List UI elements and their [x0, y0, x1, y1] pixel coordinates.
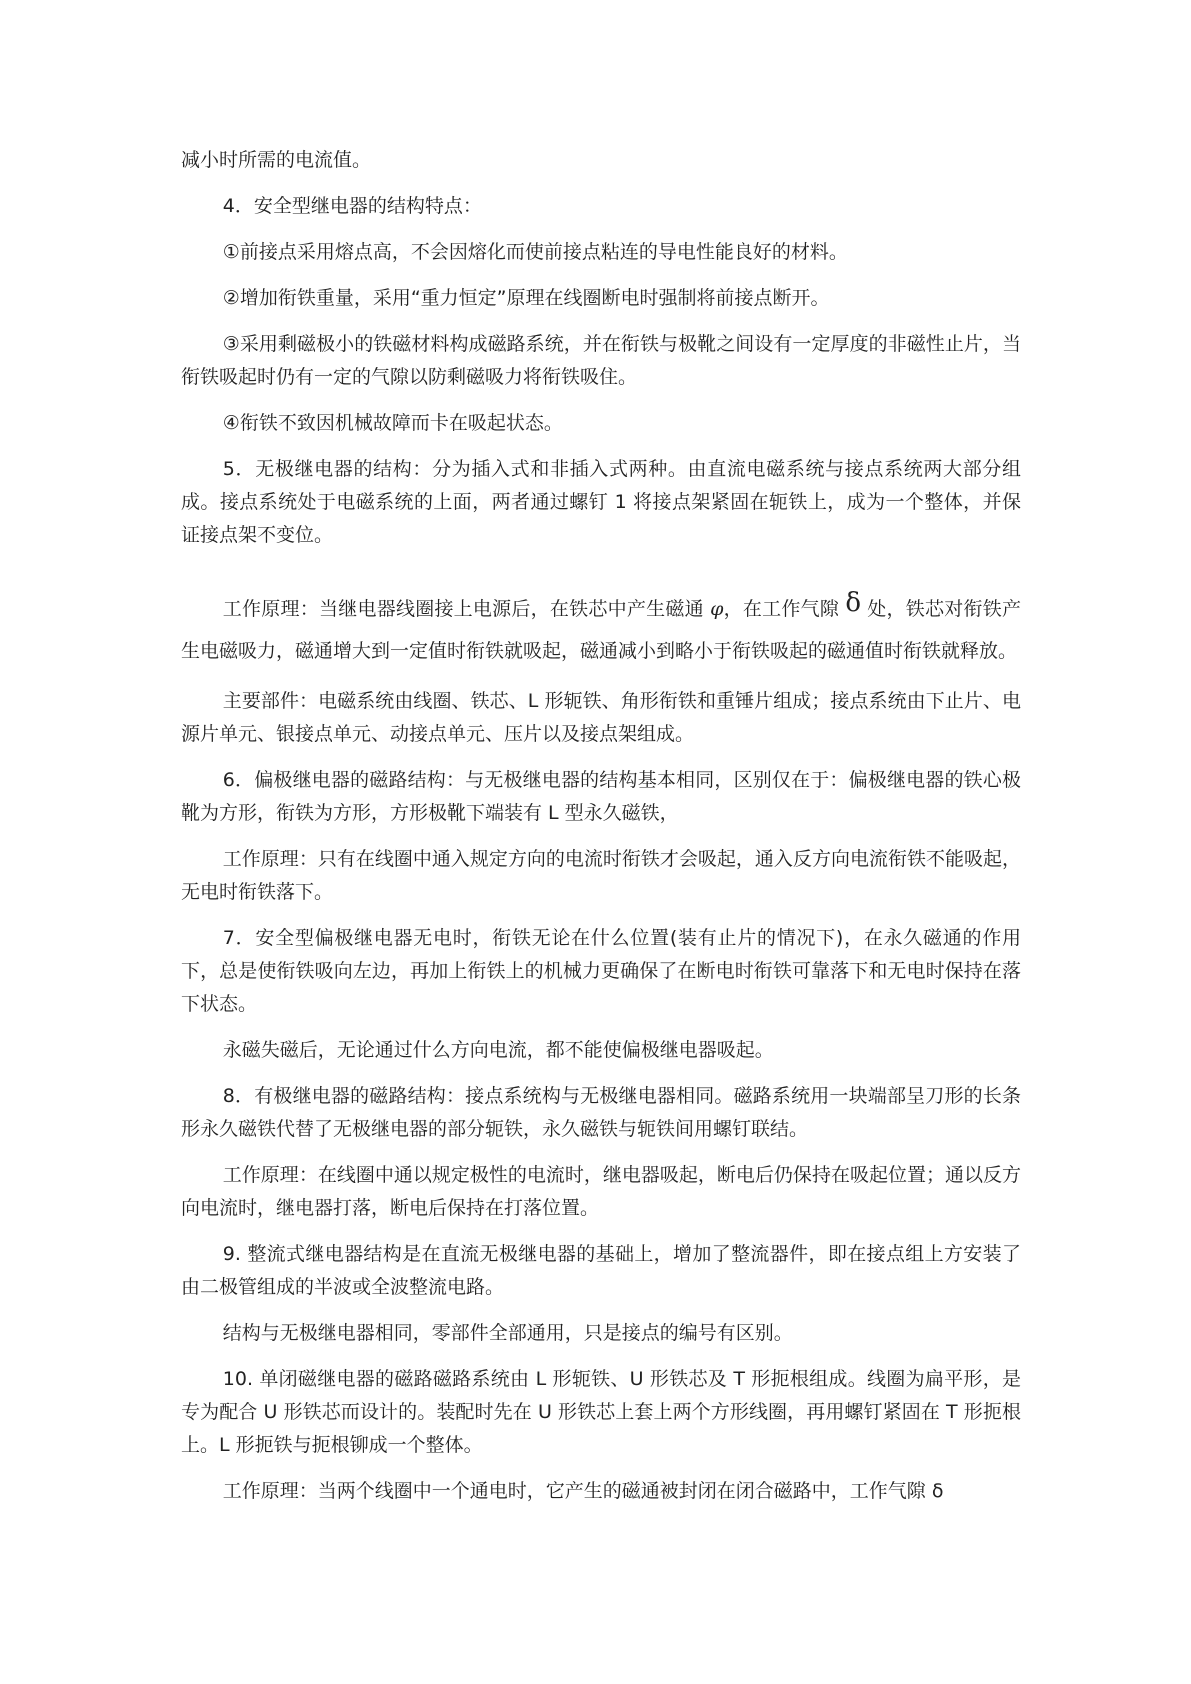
paragraph-working-principle-nonpolar [181, 586, 1021, 672]
principle-text-c: 处，铁芯对衔铁产生电磁吸力，磁通增大到一定值时衔铁就吸起，磁通减小到略小于衔铁吸起的磁通值时衔铁就释放。 [181, 598, 1021, 662]
delta-symbol: δ [845, 588, 862, 618]
paragraph-single-closed-magnetic-relay: 10. 单闭磁继电器的磁路磁路系统由 L 形轭铁、U 形铁芯及 T 形扼根组成。线圈为扁平形，是专为配合 U 形铁芯而设计的。装配时先在 U 形铁芯上套上两个方形线圈，再用螺钉紧固在 T 形扼根上。L 形扼铁与扼根铆成一个整体。 [181, 1368, 1021, 1456]
heading-safety-relay-features: 4．安全型继电器的结构特点： [222, 195, 482, 217]
paragraph-polar-relay-structure: 8．有极继电器的磁路结构：接点系统构与无极继电器相同。磁路系统用一块端部呈刀形的长条形永久磁铁代替了无极继电器的部分轭铁，永久磁铁与轭铁间用螺钉联结。 [181, 1085, 1021, 1140]
paragraph-demagnetization: 永磁失磁后，无论通过什么方向电流，都不能使偏极继电器吸起。 [222, 1039, 774, 1061]
paragraph-working-principle-polarized: 工作原理：只有在线圈中通入规定方向的电流时衔铁才会吸起，通入反方向电流衔铁不能吸起，无电时衔铁落下。 [181, 848, 1021, 903]
paragraph-rectifier-structure-note: 结构与无极继电器相同，零部件全部通用，只是接点的编号有区别。 [222, 1322, 793, 1344]
principle-text-b: ，在工作气隙 [723, 598, 846, 620]
feature-item-3: ③采用剩磁极小的铁磁材料构成磁路系统，并在衔铁与极靴之间设有一定厚度的非磁性止片，当衔铁吸起时仍有一定的气隙以防剩磁吸力将衔铁吸住。 [181, 333, 1021, 388]
paragraph-rectifier-relay: 9. 整流式继电器结构是在直流无极继电器的基础上，增加了整流器件，即在接点组上方安装了由二极管组成的半波或全波整流电路。 [181, 1243, 1021, 1298]
feature-item-1: ①前接点采用熔点高，不会因熔化而使前接点粘连的导电性能良好的材料。 [222, 241, 848, 263]
document-body [181, 144, 1021, 1521]
paragraph-nonpolar-relay-structure: 5．无极继电器的结构：分为插入式和非插入式两种。由直流电磁系统与接点系统两大部分组成。接点系统处于电磁系统的上面，两者通过螺钉 1 将接点架紧固在轭铁上，成为一个整体，并保证接点架不变位。 [181, 458, 1021, 546]
paragraph-working-principle-single-closed: 工作原理：当两个线圈中一个通电时，它产生的磁通被封闭在闭合磁路中，工作气隙 δ [222, 1480, 944, 1502]
paragraph-polarized-relay-structure: 6．偏极继电器的磁路结构：与无极继电器的结构基本相同，区别仅在于：偏极继电器的铁心极靴为方形，衔铁为方形，方形极靴下端装有 L 型永久磁铁， [181, 769, 1021, 824]
phi-symbol: φ [710, 598, 724, 620]
paragraph-main-parts: 主要部件：电磁系统由线圈、铁芯、L 形轭铁、角形衔铁和重锤片组成；接点系统由下止片、电源片单元、银接点单元、动接点单元、压片以及接点架组成。 [181, 690, 1021, 745]
principle-text-a: 工作原理：当继电器线圈接上电源后，在铁芯中产生磁通 [222, 598, 711, 620]
paragraph-working-principle-polar: 工作原理：在线圈中通以规定极性的电流时，继电器吸起，断电后仍保持在吸起位置；通以反方向电流时，继电器打落，断电后保持在打落位置。 [181, 1164, 1021, 1219]
feature-item-4: ④衔铁不致因机械故障而卡在吸起状态。 [222, 412, 563, 434]
feature-item-2: ②增加衔铁重量，采用“重力恒定”原理在线圈断电时强制将前接点断开。 [222, 287, 830, 309]
paragraph-safety-polarized-relay: 7．安全型偏极继电器无电时，衔铁无论在什么位置(装有止片的情况下)，在永久磁通的作用下，总是使衔铁吸向左边，再加上衔铁上的机械力更确保了在断电时衔铁可靠落下和无电时保持在落下状态。 [181, 927, 1021, 1015]
paragraph-continuation: 减小时所需的电流值。 [181, 149, 372, 171]
